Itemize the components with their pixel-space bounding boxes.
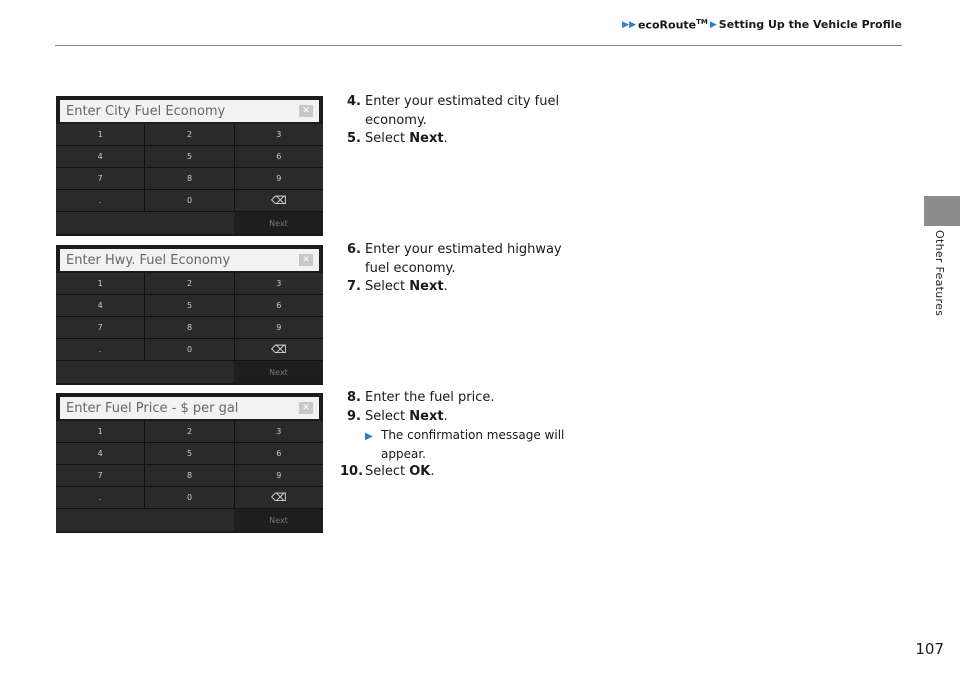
breadcrumb — [622, 18, 902, 32]
key-2[interactable]: 2 — [145, 421, 234, 442]
key-1[interactable]: 1 — [56, 124, 145, 145]
key-8[interactable]: 8 — [145, 317, 234, 338]
page-number: 107 — [915, 640, 944, 658]
breadcrumb-item-ecoroute: ecoRoute™ — [638, 18, 708, 32]
key-6[interactable]: 6 — [235, 295, 323, 316]
step-8: 8. Enter the fuel price. — [347, 390, 495, 405]
backspace-icon[interactable]: ⌫ — [235, 190, 323, 211]
steps-group-highway — [340, 241, 580, 297]
key-9[interactable]: 9 — [235, 317, 323, 338]
result-arrow-icon: ▶ — [365, 431, 373, 442]
key-0[interactable]: 0 — [145, 487, 234, 508]
key-4[interactable]: 4 — [56, 443, 145, 464]
key-7[interactable]: 7 — [56, 317, 145, 338]
step-5: 5. Select Next. — [347, 131, 448, 146]
key-0[interactable]: 0 — [145, 339, 234, 360]
breadcrumb-arrow-icon: ▶ — [709, 19, 717, 30]
breadcrumb-item-vehicle-profile: Setting Up the Vehicle Profile — [718, 18, 902, 32]
key-4[interactable]: 4 — [56, 146, 145, 167]
step-10: 10. Select OK. — [340, 464, 435, 479]
key-2[interactable]: 2 — [145, 124, 234, 145]
step-4: 4. Enter your estimated city fuel economy. — [347, 94, 560, 128]
key-7[interactable]: 7 — [56, 168, 145, 189]
backspace-icon[interactable]: ⌫ — [235, 339, 323, 360]
key-5[interactable]: 5 — [145, 146, 234, 167]
key-0[interactable]: 0 — [145, 190, 234, 211]
key-8[interactable]: 8 — [145, 168, 234, 189]
step-9: 9. Select Next. — [347, 408, 448, 424]
key-3[interactable]: 3 — [235, 273, 323, 294]
key-9[interactable]: 9 — [235, 168, 323, 189]
backspace-icon[interactable]: ⌫ — [235, 487, 323, 508]
entry-field-prompt: Enter Fuel Price - $ per gal — [66, 400, 239, 416]
section-tab — [924, 196, 960, 226]
key-dot[interactable]: . — [56, 339, 145, 360]
entry-field[interactable] — [60, 397, 319, 419]
clear-icon[interactable]: ✕ — [299, 254, 313, 266]
step-7: 7. Select Next. — [347, 279, 448, 294]
key-2[interactable]: 2 — [145, 273, 234, 294]
hwy-fuel-economy-screen — [56, 245, 323, 385]
numeric-keypad — [56, 124, 323, 234]
key-9[interactable]: 9 — [235, 465, 323, 486]
key-7[interactable]: 7 — [56, 465, 145, 486]
entry-field-prompt: Enter Hwy. Fuel Economy — [66, 252, 231, 268]
key-6[interactable]: 6 — [235, 443, 323, 464]
city-fuel-economy-screen — [56, 96, 323, 236]
key-4[interactable]: 4 — [56, 295, 145, 316]
key-8[interactable]: 8 — [145, 465, 234, 486]
entry-field[interactable] — [60, 249, 319, 271]
numeric-keypad — [56, 273, 323, 383]
key-5[interactable]: 5 — [145, 295, 234, 316]
fuel-price-screen — [56, 393, 323, 533]
header-divider — [55, 45, 902, 46]
breadcrumb-arrow-icon: ▶▶ — [622, 19, 636, 30]
numeric-keypad — [56, 421, 323, 531]
steps-group-price — [340, 389, 581, 482]
key-3[interactable]: 3 — [235, 124, 323, 145]
next-button[interactable]: Next — [234, 361, 323, 383]
next-button[interactable]: Next — [234, 509, 323, 531]
key-5[interactable]: 5 — [145, 443, 234, 464]
step-6: 6. Enter your estimated highway fuel economy. — [347, 242, 562, 276]
step-9-result: ▶ The confirmation message will appear. — [340, 426, 581, 463]
entry-field[interactable] — [60, 100, 319, 122]
key-6[interactable]: 6 — [235, 146, 323, 167]
steps-group-city — [340, 93, 580, 149]
clear-icon[interactable]: ✕ — [299, 402, 313, 414]
key-3[interactable]: 3 — [235, 421, 323, 442]
key-dot[interactable]: . — [56, 190, 145, 211]
section-tab-label: Other Features — [933, 230, 946, 317]
entry-field-prompt: Enter City Fuel Economy — [66, 103, 226, 119]
key-1[interactable]: 1 — [56, 273, 145, 294]
next-button[interactable]: Next — [234, 212, 323, 234]
clear-icon[interactable]: ✕ — [299, 105, 313, 117]
key-dot[interactable]: . — [56, 487, 145, 508]
key-1[interactable]: 1 — [56, 421, 145, 442]
